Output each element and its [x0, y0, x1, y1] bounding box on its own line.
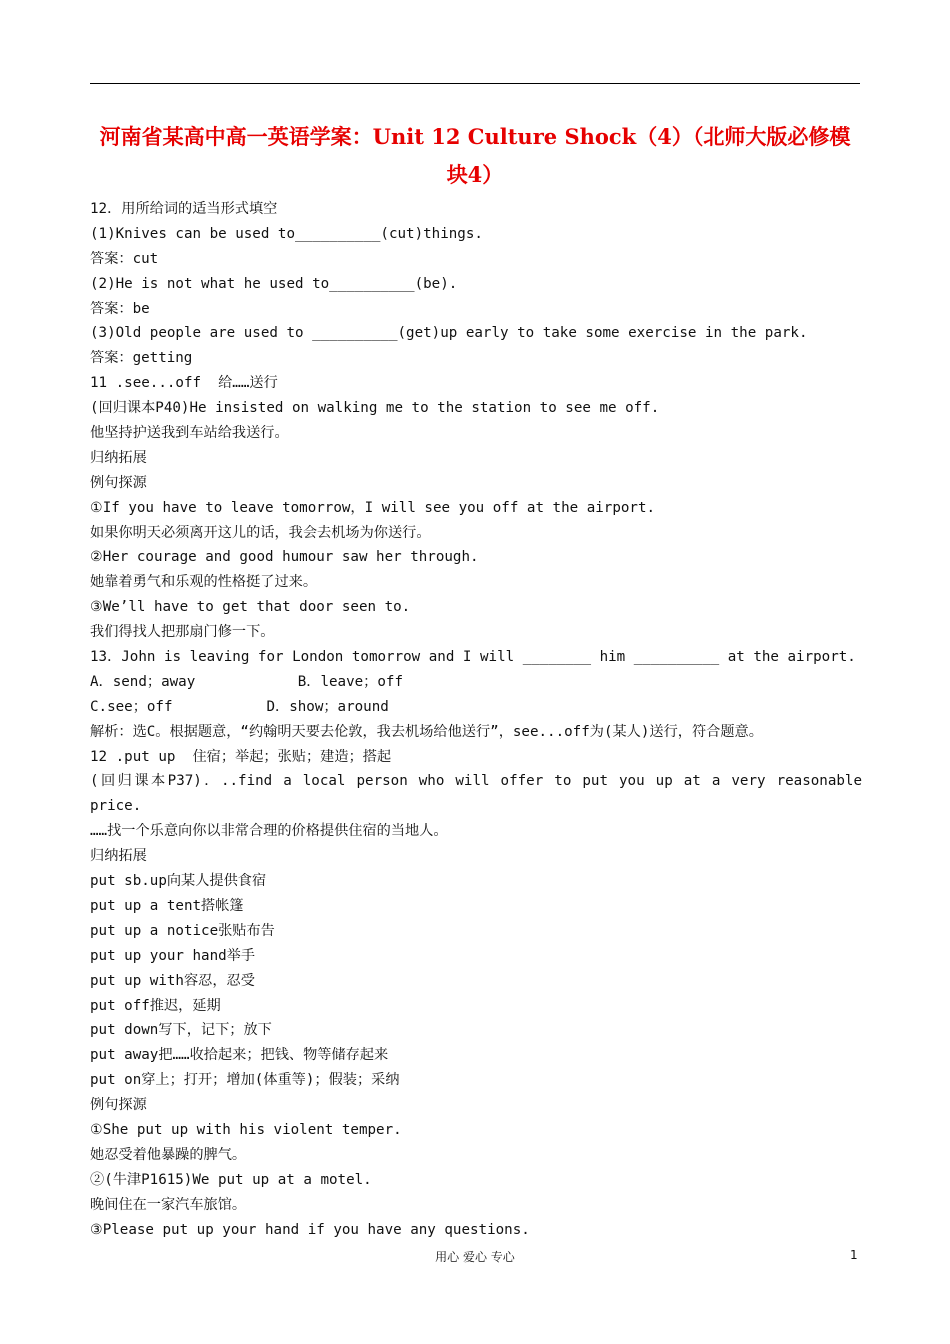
document-title: 河南省某高中高一英语学案：Unit 12 Culture Shock（4）（北师大版必修模块4）: [99, 124, 851, 187]
text-line: 晚间住在一家汽车旅馆。: [90, 1196, 247, 1213]
text-line: put down写下，记下；放下: [90, 1022, 272, 1039]
text-line: put up your hand举手: [90, 947, 256, 964]
text-line: A．send；away B．leave；off: [90, 673, 403, 690]
text-line: 例句探源: [90, 474, 147, 491]
text-line: 她靠着勇气和乐观的性格挺了过来。: [90, 574, 318, 591]
text-line: put up with容忍，忍受: [90, 972, 255, 989]
text-line: 如果你明天必须离开这儿的话，我会去机场为你送行。: [90, 524, 431, 541]
text-line: (3)Old people are used to __________(get)up early to take some exercise in the park.: [90, 325, 808, 342]
text-line: ②(牛津P1615)We put up at a motel.: [90, 1171, 372, 1188]
text-line: (回归课本P37)．..find a local person who will offer to put you up at a very reasonable: [90, 773, 862, 790]
text-line: 13．John is leaving for London tomorrow and I will ________ him __________ at the airport.: [90, 649, 856, 666]
text-line: ①If you have to leave tomorrow，I will see you off at the airport.: [90, 499, 656, 516]
text-line: 答案：getting: [90, 350, 193, 367]
text-line: 答案：be: [90, 300, 150, 317]
text-line: ③We’ll have to get that door seen to.: [90, 599, 411, 616]
text-line: ③Please put up your hand if you have any questions.: [90, 1221, 530, 1238]
text-line: 答案：cut: [90, 250, 159, 267]
page-number: 1: [850, 1248, 858, 1262]
text-line: put on穿上；打开；增加(体重等)；假装；采纳: [90, 1072, 400, 1089]
text-line: 归纳拓展: [90, 449, 147, 466]
text-line: (2)He is not what he used to__________(be).: [90, 275, 458, 292]
text-line: 11 .see...off 给……送行: [90, 375, 278, 392]
text-line: 归纳拓展: [90, 848, 147, 865]
text-line: put up a notice张贴布告: [90, 922, 275, 939]
text-line: 解析：选C。根据题意，“约翰明天要去伦敦，我去机场给他送行”，see...off为(某人)送行，符合题意。: [90, 723, 763, 740]
text-line: ①She put up with his violent temper.: [90, 1121, 402, 1138]
text-line: 我们得找人把那扇门修一下。: [90, 624, 275, 641]
text-line: 12．用所给词的适当形式填空: [90, 201, 278, 217]
text-line: put off推迟，延期: [90, 997, 221, 1014]
text-line: 12 .put up 住宿；举起；张贴；建造；搭起: [90, 748, 392, 765]
text-line: 他坚持护送我到车站给我送行。: [90, 425, 289, 442]
text-line: 她忍受着他暴躁的脾气。: [90, 1146, 247, 1163]
page-footer: 用心 爱心 专心: [435, 1250, 515, 1264]
text-line: (1)Knives can be used to__________(cut)things.: [90, 225, 483, 242]
header-rule: [90, 83, 860, 84]
text-line: put up a tent搭帐篷: [90, 897, 244, 914]
text-line: ……找一个乐意向你以非常合理的价格提供住宿的当地人。: [90, 823, 448, 840]
text-line: put away把……收拾起来；把钱、物等储存起来: [90, 1047, 389, 1064]
text-line: C.see；off D．show；around: [90, 698, 389, 715]
text-line: ②Her courage and good humour saw her through.: [90, 549, 479, 566]
text-line: (回归课本P40)He insisted on walking me to the station to see me off.: [90, 400, 660, 417]
text-line: price.: [90, 798, 142, 815]
document-body: [90, 197, 862, 1242]
text-line: put sb.up向某人提供食宿: [90, 873, 267, 890]
text-line: 例句探源: [90, 1097, 147, 1114]
